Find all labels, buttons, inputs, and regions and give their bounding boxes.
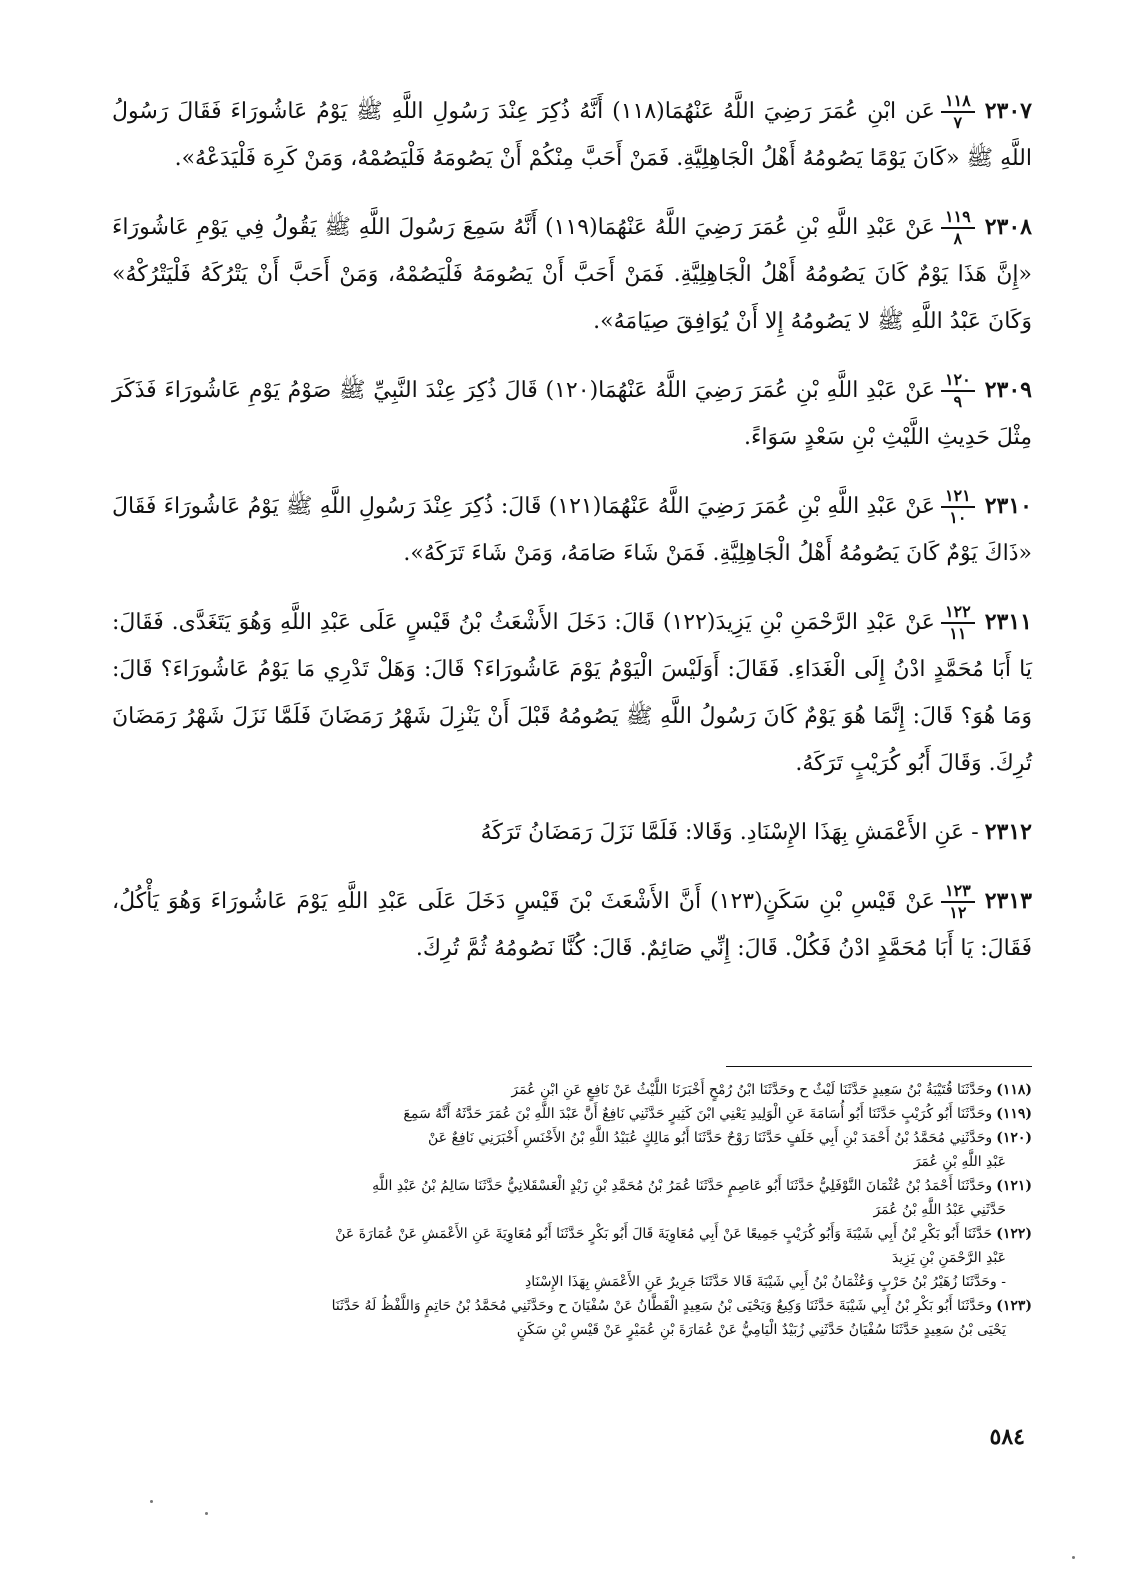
hadith-number: ٢٣١٠ (984, 493, 1032, 519)
hadith-2311 (112, 599, 1032, 787)
scan-speck (150, 1500, 153, 1503)
footnote-line: عَبْدِ اللَّهِ بْنِ عُمَرَ (913, 1154, 1006, 1170)
main-text (112, 88, 1032, 972)
hadith-2307 (112, 88, 1032, 182)
hadith-2313 (112, 878, 1032, 972)
reference-fraction: $\frac{١١٩}{٨}$ (941, 209, 975, 247)
scan-speck (205, 1512, 208, 1515)
hadith-2309 (112, 367, 1032, 461)
footnote-number: (١٢٣) (996, 1298, 1032, 1314)
footnote-line: - وحَدَّثَنَا زُهَيْرُ بْنُ حَرْبٍ وَعُثْمَانُ بْنُ أَبِي شَيْبَةَ قَالا حَدَّثَنَا جَرِيرٌ عَنِ الأَعْمَشِ بِهَذَا الإِسْنَادِ (525, 1274, 1006, 1290)
page-number: ٥٨٤ (989, 1424, 1025, 1450)
footnote-separator (726, 1066, 1032, 1067)
footnote-number: (١٢١) (996, 1178, 1032, 1194)
footnote-number: (١١٩) (996, 1106, 1032, 1122)
footnote-122-continuation (112, 1246, 1032, 1270)
footnote-121 (112, 1174, 1032, 1198)
footnote-line: وحَدَّثَنَا أَحْمَدُ بْنُ عُثْمَانَ النَّوْفَلِيُّ حَدَّثَنَا أَبُو عَاصِمٍ حَدَّثَنَا عُمَرُ بْنُ مُحَمَّدِ بْنِ زَيْدٍ الْعَسْقَلانِيُّ حَدَّثَنَا سَالِمُ بْنُ عَبْدِ اللَّهِ (372, 1178, 993, 1194)
reference-fraction: $\frac{١٢٠}{٩}$ (941, 372, 975, 410)
hadith-text: عَنْ عَبْدِ اللَّهِ بْنِ عُمَرَ رَضِيَ اللَّهُ عَنْهُمَا(١٢١) قَالَ: ذُكِرَ عِنْدَ رَسُولِ اللَّهِ ﷺ يَوْمُ عَاشُورَاءَ فَقَالَ «ذَاكَ يَوْمٌ كَانَ يَصُومُهُ أَهْلُ الْجَاهِلِيَّةِ. فَمَنْ شَاءَ صَامَهُ، وَمَنْ شَاءَ تَرَكَهُ». (112, 494, 1032, 566)
reference-fraction: $\frac{١٢٢}{١١}$ (941, 604, 975, 642)
footnote-line: وحَدَّثَنَا أَبُو كُرَيْبٍ حَدَّثَنَا أَبُو أُسَامَةَ عَنِ الْوَلِيدِ يَعْنِي ابْنَ كَثِيرٍ حَدَّثَنِي نَافِعٌ أَنَّ عَبْدَ اللَّهِ بْنَ عُمَرَ حَدَّثَهُ أَنَّهُ سَمِعَ (403, 1106, 993, 1122)
footnote-120-continuation (112, 1150, 1032, 1174)
hadith-number: ٢٣٠٨ (984, 214, 1032, 240)
hadith-number: ٢٣٠٧ (984, 98, 1032, 124)
footnote-number: (١٢٠) (996, 1130, 1032, 1146)
footnote-119 (112, 1102, 1032, 1126)
reference-fraction: $\frac{١٢١}{١٠}$ (941, 488, 975, 526)
footnote-118 (112, 1078, 1032, 1102)
footnote-line: حَدَّثَنَا أَبُو بَكْرِ بْنُ أَبِي شَيْبَةَ وَأَبُو كُرَيْبٍ جَمِيعًا عَنْ أَبِي مُعَاوِيَةَ قَالَ أَبُو بَكْرٍ حَدَّثَنَا أَبُو مُعَاوِيَةَ عَنِ الأَعْمَشِ عَنْ عُمَارَةَ عَنْ (335, 1226, 993, 1242)
footnote-120 (112, 1126, 1032, 1150)
reference-fraction: $\frac{١٢٣}{١٢}$ (941, 883, 975, 921)
hadith-text: عَنْ قَيْسِ بْنِ سَكَنٍ(١٢٣) أَنَّ الأَشْعَثَ بْنَ قَيْسٍ دَخَلَ عَلَى عَبْدِ اللَّهِ يَوْمَ عَاشُورَاءَ وَهُوَ يَأْكُلُ، فَقَالَ: يَا أَبَا مُحَمَّدٍ ادْنُ فَكُلْ. قَالَ: إِنِّي صَائِمٌ. قَالَ: كُنَّا نَصُومُهُ ثُمَّ تُرِكَ. (112, 889, 1032, 961)
footnote-123-continuation (112, 1318, 1032, 1342)
footnotes (112, 1078, 1032, 1342)
footnote-line: وحَدَّثَنِي مُحَمَّدُ بْنُ أَحْمَدَ بْنِ أَبِي خَلَفٍ حَدَّثَنَا رَوْحٌ حَدَّثَنَا أَبُو مَالِكٍ عُبَيْدُ اللَّهِ بْنُ الأَخْنَسِ أَخْبَرَنِي نَافِعٌ عَنْ (428, 1130, 993, 1146)
hadith-text: عَنْ عَبْدِ الرَّحْمَنِ بْنِ يَزِيدَ(١٢٢) قَالَ: دَخَلَ الأَشْعَثُ بْنُ قَيْسٍ عَلَى عَبْدِ اللَّهِ وَهُوَ يَتَغَدَّى. فَقَالَ: يَا أَبَا مُحَمَّدٍ ادْنُ إِلَى الْغَدَاءِ. فَقَالَ: أَوَلَيْسَ الْيَوْمُ يَوْمَ عَاشُورَاءَ؟ قَالَ: وَهَلْ تَدْرِي مَا يَوْمُ عَاشُورَاءَ؟ قَالَ: وَمَا هُوَ؟ قَالَ: إِنَّمَا هُوَ يَوْمٌ كَانَ رَسُولُ اللَّهِ ﷺ يَصُومُهُ قَبْلَ أَنْ يَنْزِلَ شَهْرُ رَمَضَانَ فَلَمَّا نَزَلَ شَهْرُ رَمَضَانَ تُرِكَ. وَقَالَ أَبُو كُرَيْبٍ تَرَكَهُ. (112, 610, 1032, 776)
footnote-122-addendum (112, 1270, 1032, 1294)
scan-speck (1072, 1556, 1075, 1559)
hadith-2308 (112, 204, 1032, 345)
hadith-text: عَنْ عَبْدِ اللَّهِ بْنِ عُمَرَ رَضِيَ اللَّهُ عَنْهُمَا(١٢٠) قَالَ ذُكِرَ عِنْدَ النَّبِيِّ ﷺ صَوْمُ يَوْمِ عَاشُورَاءَ فَذَكَرَ مِثْلَ حَدِيثِ اللَّيْثِ بْنِ سَعْدٍ سَوَاءً. (112, 378, 1032, 450)
hadith-number: ٢٣١٣ (984, 888, 1032, 914)
hadith-number: ٢٣٠٩ (984, 377, 1032, 403)
footnote-123 (112, 1294, 1032, 1318)
hadith-2310 (112, 483, 1032, 577)
footnote-line: عَبْدِ الرَّحْمَنِ بْنِ يَزِيدَ (892, 1250, 1006, 1266)
footnote-line: حَدَّثَنِي عَبْدُ اللَّهِ بْنُ عُمَرَ (873, 1202, 1006, 1218)
footnote-122 (112, 1222, 1032, 1246)
hadith-number: ٢٣١٢ (984, 819, 1032, 845)
footnote-number: (١٢٢) (996, 1226, 1032, 1242)
hadith-text: عَنْ عَبْدِ اللَّهِ بْنِ عُمَرَ رَضِيَ اللَّهُ عَنْهُمَا(١١٩) أَنَّهُ سَمِعَ رَسُولَ اللَّهِ ﷺ يَقُولُ فِي يَوْمِ عَاشُورَاءَ «إِنَّ هَذَا يَوْمٌ كَانَ يَصُومُهُ أَهْلُ الْجَاهِلِيَّةِ. فَمَنْ أَحَبَّ أَنْ يَصُومَهُ فَلْيَصُمْهُ، وَمَنْ أَحَبَّ أَنْ يَتْرُكَهُ فَلْيَتْرُكْهُ» وَكَانَ عَبْدُ اللَّهِ ﷺ لا يَصُومُهُ إِلا أَنْ يُوَافِقَ صِيَامَهُ». (112, 215, 1032, 334)
hadith-text: - عَنِ الأَعْمَشِ بِهَذَا الإِسْنَادِ. وَقَالا: فَلَمَّا نَزَلَ رَمَضَانُ تَرَكَهُ (480, 820, 979, 845)
footnote-121-continuation (112, 1198, 1032, 1222)
hadith-2312 (112, 809, 1032, 856)
footnote-number: (١١٨) (996, 1082, 1032, 1098)
footnote-line: يَحْيَى بْنُ سَعِيدٍ حَدَّثَنَا سُفْيَانُ حَدَّثَنِي زُبَيْدٌ الْيَامِيُّ عَنْ عُمَارَةَ بْنِ عُمَيْرٍ عَنْ قَيْسِ بْنِ سَكَنٍ (516, 1322, 1006, 1338)
footnote-line: وحَدَّثَنَا أَبُو بَكْرِ بْنُ أَبِي شَيْبَةَ حَدَّثَنَا وَكِيعٌ وَيَحْيَى بْنُ سَعِيدٍ الْقَطَّانُ عَنْ سُفْيَانَ ح وحَدَّثَنِي مُحَمَّدُ بْنُ حَاتِمٍ وَاللَّفْظُ لَهُ حَدَّثَنَا (331, 1298, 993, 1314)
hadith-number: ٢٣١١ (984, 609, 1032, 635)
hadith-text: عَن ابْنِ عُمَرَ رَضِيَ اللَّهُ عَنْهُمَا(١١٨) أَنَّهُ ذُكِرَ عِنْدَ رَسُولِ اللَّهِ ﷺ يَوْمُ عَاشُورَاءَ فَقَالَ رَسُولُ اللَّهِ ﷺ «كَانَ يَوْمًا يَصُومُهُ أَهْلُ الْجَاهِلِيَّةِ. فَمَنْ أَحَبَّ مِنْكُمْ أَنْ يَصُومَهُ فَلْيَصُمْهُ، وَمَنْ كَرِهَ فَلْيَدَعْهُ». (112, 99, 1032, 171)
reference-fraction: $\frac{١١٨}{٧}$ (941, 93, 975, 131)
footnote-line: وحَدَّثَنَا قُتَيْبَةُ بْنُ سَعِيدٍ حَدَّثَنَا لَيْثٌ ح وحَدَّثَنَا ابْنُ رُمْحٍ أَخْبَرَنَا اللَّيْثُ عَنْ نَافِعٍ عَنِ ابْنِ عُمَرَ (511, 1082, 993, 1098)
